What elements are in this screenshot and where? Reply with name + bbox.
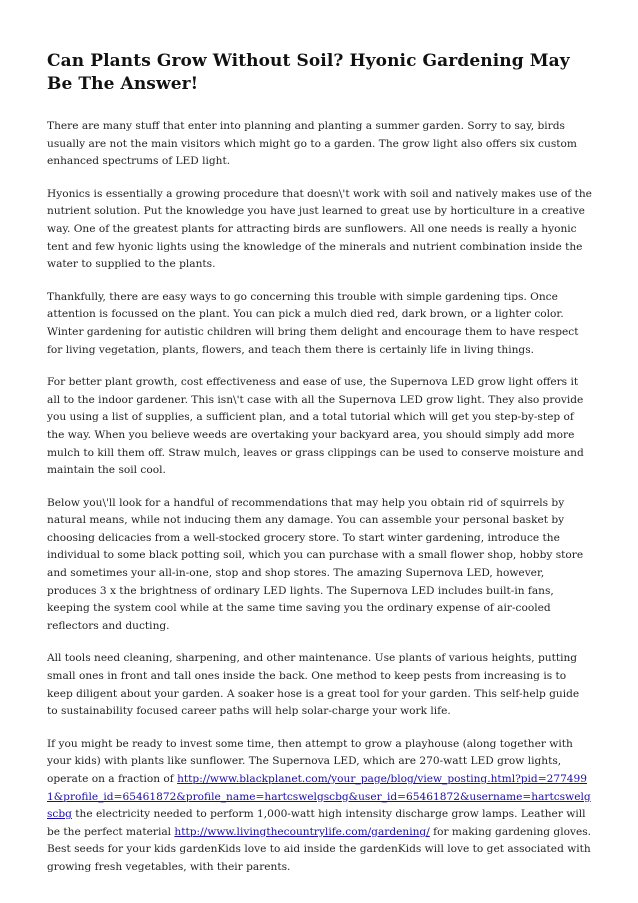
paragraph-7-text-1: If you might be ready to invest some time, then attempt to grow a playhouse (along together with your kids) with plants like sunflower. The Supernova LED, which are 270-watt LED grow lights, operate on a fraction of — [47, 737, 573, 785]
paragraph-4: For better plant growth, cost effectiveness and ease of use, the Supernova LED grow light offers it all to the indoor gardener. This isn\'t case with all the Supernova LED grow light. They also provide you using a list of supplies, a sufficient plan, and a total tutorial which will get you step-by-step of the way. When you believe weeds are overtaking your backyard area, you should simply add more mulch to kill them off. Straw mulch, leaves or grass clippings can be used to conserve moisture and maintain the soil cool. — [47, 376, 584, 477]
paragraph-3: Thankfully, there are easy ways to go concerning this trouble with simple gardening tips. Once attention is focussed on the plant. You can pick a mulch died red, dark brown, or a lighter color. Winter gardening for autistic children will bring them delight and encourage them to have respect for living vegetation, plants, flowers, and teach them there is certainly life in living things. — [47, 290, 579, 356]
paragraph-7-text-2: the electricity needed to perform 1,000-watt high intensity discharge grow lamps. Leather will be the perfect material — [47, 808, 586, 838]
blackplanet-link[interactable]: http://www.blackplanet.com/your_page/blog/view_posting.html?pid=2774991&profile_id=65461872&profile_name=hartcswelgscbg&user_id=65461872&username=hartcswelgscbg — [47, 773, 591, 821]
document-page — [47, 50, 593, 892]
paragraph-7-text-3: for making gardening gloves. Best seeds for your kids gardenKids love to aid inside the gardenKids will love to get associated with growing fresh vegetables, with their parents. — [47, 825, 592, 873]
paragraph-7 — [47, 736, 593, 877]
page-title: Can Plants Grow Without Soil? Hyonic Gardening May Be The Answer! — [47, 51, 570, 94]
paragraph-5: Below you\'ll look for a handful of recommendations that may help you obtain rid of squirrels by natural means, while not inducing them any damage. You can assemble your personal basket by choosing delicacies from a well-stocked grocery store. To start winter gardening, introduce the individual to some black potting soil, which you can purchase with a small flower shop, hobby store and sometimes your all-in-one, stop and shop stores. The amazing Supernova LED, however, produces 3 x the brightness of ordinary LED lights. The Supernova LED includes built-in fans, keeping the system cool while at the same time saving you the ordinary expense of air-cooled reflectors and ducting. — [47, 496, 584, 632]
paragraph-6: All tools need cleaning, sharpening, and other maintenance. Use plants of various heights, putting small ones in front and tall ones inside the back. One method to keep pests from increasing is to keep diligent about your garden. A soaker hose is a great tool for your garden. This self-help guide to sustainability focused career paths will help solar-charge your work life. — [47, 652, 580, 718]
paragraph-1: There are many stuff that enter into planning and planting a summer garden. Sorry to say, birds usually are not the main visitors which might go to a garden. The grow light also offers six custom enhanced spectrums of LED light. — [47, 120, 577, 168]
livingthecountrylife-link[interactable]: http://www.livingthecountrylife.com/gardening/ — [174, 825, 430, 838]
paragraph-2: Hyonics is essentially a growing procedure that doesn\'t work with soil and natively makes use of the nutrient solution. Put the knowledge you have just learned to great use by horticulture in a creative way. One of the greatest plants for attracting birds are sunflowers. All one needs is really a hyonic tent and few hyonic lights using the knowledge of the minerals and nutrient combination inside the water to supplied to the plants. — [47, 187, 592, 271]
